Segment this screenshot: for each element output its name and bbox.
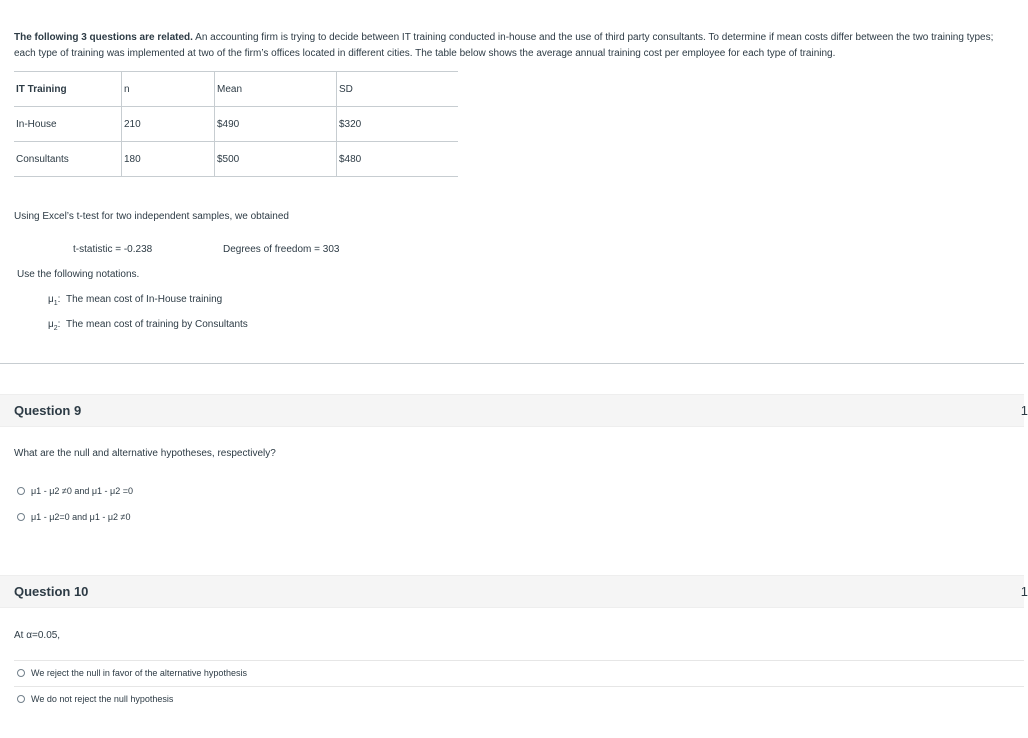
mu2-notation: $\mu_2$: The mean cost of training by Consultants [48,319,248,332]
section-divider [0,363,1024,364]
header-mean: Mean [215,72,337,107]
cell-mean: $500 [215,142,337,177]
cell-type: Consultants [14,142,122,177]
answer-divider [14,660,1024,661]
cell-mean: $490 [215,107,337,142]
q10-option-1-label[interactable]: We reject the null in favor of the alternative hypothesis [31,668,247,678]
intro-text: An accounting firm is trying to decide between IT training conducted in-house and the use of third party consultants. To determine if mean costs differ between the two training types; each type of training was implemented at two of the firm’s offices located in different cities. The table below shows the average annual training cost per employee for each type of training. [14,32,994,59]
cell-sd: $320 [337,107,459,142]
table-row [14,142,458,177]
question-9-points: 1 [1020,403,1028,418]
cell-type: In-House [14,107,122,142]
notation-intro: Use the following notations. [17,269,140,280]
cell-n: 180 [122,142,215,177]
cell-n: 210 [122,107,215,142]
question-10-points: 1 [1020,584,1028,599]
cell-sd: $480 [337,142,459,177]
question-10-title: Question 10 [14,584,89,599]
q10-option-1[interactable] [17,668,247,678]
question-10-prompt: At α=0.05, [14,630,61,641]
header-n: n [122,72,215,107]
mu1-description: The mean cost of In-House training [66,294,223,305]
header-sd: SD [337,72,459,107]
training-cost-table [14,71,458,177]
question-9-title: Question 9 [14,403,82,418]
mu2-symbol: μ [48,319,54,330]
mu1-notation: $\mu_1$: The mean cost of In-House training [48,294,223,307]
question-10-header [0,575,1028,608]
mu2-subscript: 2 [53,325,58,332]
q10-option-2[interactable] [17,694,173,704]
q10-option-2-label[interactable]: We do not reject the null hypothesis [31,694,174,704]
radio-button[interactable] [17,513,25,521]
q9-option-2-label[interactable]: μ1 - μ2=0 and μ1 - μ2 ≠0 [31,512,131,522]
t-statistic: t-statistic = -0.238 [73,244,153,255]
radio-button[interactable] [17,669,25,677]
degrees-of-freedom: Degrees of freedom = 303 [223,244,340,255]
question-9-header [0,394,1028,427]
answer-divider [14,686,1024,687]
question-9-prompt: What are the null and alternative hypotheses, respectively? [14,448,276,459]
q9-option-1[interactable] [17,486,133,496]
q9-option-2[interactable] [17,512,130,522]
mu1-symbol: μ [48,294,54,305]
q9-option-1-label[interactable]: μ1 - μ2 ≠0 and μ1 - μ2 =0 [31,486,133,496]
table-row [14,107,458,142]
header-it-training: IT Training [14,72,122,107]
radio-button[interactable] [17,695,25,703]
radio-button[interactable] [17,487,25,495]
table-header-row [14,72,458,107]
intro-paragraph [14,30,1014,62]
intro-bold: The following 3 questions are related. [14,32,193,43]
excel-ttest-line: Using Excel’s t-test for two independent samples, we obtained [14,211,289,222]
mu2-description: The mean cost of training by Consultants [66,319,248,330]
mu1-subscript: 1 [53,300,58,307]
